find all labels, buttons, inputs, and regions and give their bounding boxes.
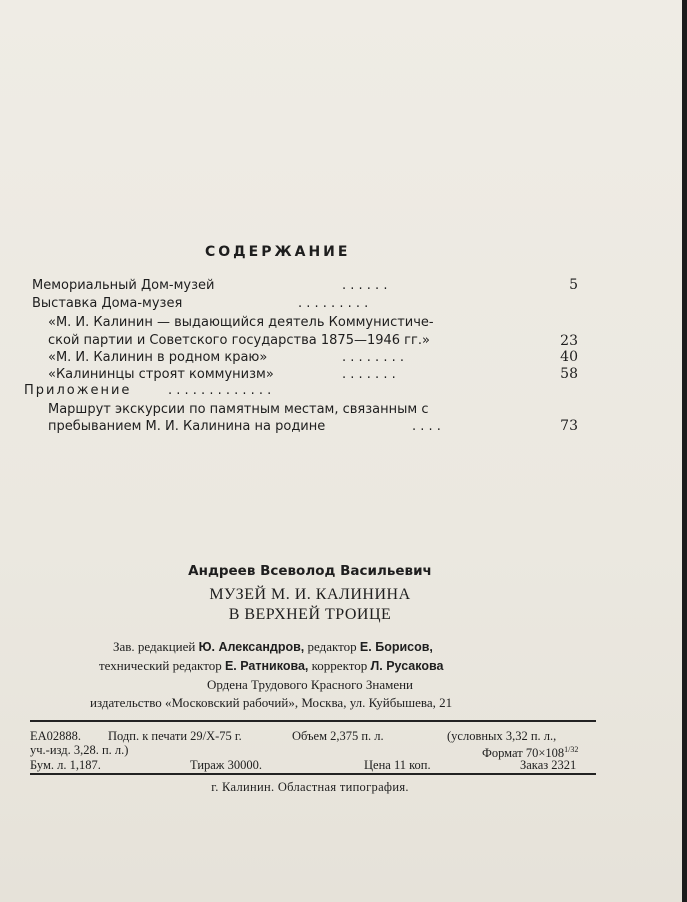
credits-role: редактор <box>307 639 357 654</box>
imprint-price: Цена 11 коп. <box>364 758 431 772</box>
imprint-volume: Объем 2,375 п. л. <box>292 729 384 743</box>
toc-page-number: 73 <box>560 418 578 434</box>
toc-entry-5: «Калининцы строят коммунизм» <box>48 367 274 382</box>
credits-line-2 <box>99 658 443 674</box>
imprint-print-run: Тираж 30000. <box>190 758 262 772</box>
book-title-line2: В ВЕРХНЕЙ ТРОИЦЕ <box>228 606 392 623</box>
toc-entry-6: Приложение <box>24 383 132 398</box>
toc-page-number: 5 <box>569 277 578 293</box>
credits-role: корректор <box>311 658 368 673</box>
toc-entry-7: Маршрут экскурсии по памятным местам, связанным с <box>48 402 429 417</box>
toc-leader-dots: . . . . <box>412 419 441 434</box>
imprint-order: Заказ 2321 <box>520 758 577 772</box>
toc-leader-dots: . . . . . . . . . <box>298 296 369 311</box>
imprint-code: ЕА02888. <box>30 729 82 743</box>
toc-entry-7-cont: пребыванием М. И. Калинина на родине <box>48 419 326 434</box>
credits-role: Зав. редакцией <box>113 639 196 654</box>
toc-page-number: 40 <box>560 349 578 365</box>
imprint-conditional: (условных 3,32 п. л., <box>447 729 557 743</box>
page-edge-shadow <box>682 0 687 902</box>
imprint-paper: Бум. л. 1,187. <box>30 758 101 772</box>
credits-person: Е. Ратникова, <box>224 659 309 673</box>
toc-entry-3: «М. И. Калинин — выдающийся деятель Коммунистиче- <box>48 315 434 330</box>
toc-entry-text: Мемориальный Дом-музей <box>32 278 215 293</box>
credits-person: Ю. Александров, <box>198 640 305 654</box>
toc-page-number: 23 <box>560 333 578 349</box>
toc-title: СОДЕРЖАНИЕ <box>205 244 351 260</box>
publisher-address: издательство «Московский рабочий», Москва, ул. Куйбышева, 21 <box>90 695 453 710</box>
book-title-line1: МУЗЕЙ М. И. КАЛИНИНА <box>209 586 411 603</box>
toc-entry-1 <box>32 278 214 294</box>
toc-entry-4: «М. И. Калинин в родном краю» <box>48 350 268 365</box>
imprint-bottom-rule <box>30 773 596 775</box>
toc-entry-2 <box>32 296 182 312</box>
imprint-format-text: Формат 70×108 <box>482 746 565 761</box>
imprint-top-rule <box>30 720 596 722</box>
publisher-order: Ордена Трудового Красного Знамени <box>206 677 414 692</box>
toc-leader-dots: . . . . . . . <box>342 367 396 382</box>
toc-leader-dots: . . . . . . . . <box>342 350 404 365</box>
book-author: Андреев Всеволод Васильевич <box>188 563 432 579</box>
imprint-format-fraction: 1/32 <box>564 745 579 754</box>
printer-line: г. Калинин. Областная типография. <box>211 780 409 794</box>
credits-role: технический редактор <box>99 658 222 673</box>
imprint-edition-sheets: уч.-изд. 3,28. п. л.) <box>30 743 129 757</box>
credits-person: Е. Борисов, <box>359 640 433 654</box>
credits-person: Л. Русакова <box>370 659 444 673</box>
toc-entry-text: Выставка Дома-музея <box>32 296 183 311</box>
toc-entry-3-cont: ской партии и Советского государства 1875—1946 гг.» <box>48 333 430 348</box>
imprint-signed: Подп. к печати 29/X-75 г. <box>108 729 242 743</box>
toc-leader-dots: . . . . . . . . . . . . . <box>168 383 272 398</box>
credits-line-1 <box>113 639 433 655</box>
toc-page-number: 58 <box>560 366 578 382</box>
toc-leader-dots: . . . . . . <box>342 278 388 293</box>
